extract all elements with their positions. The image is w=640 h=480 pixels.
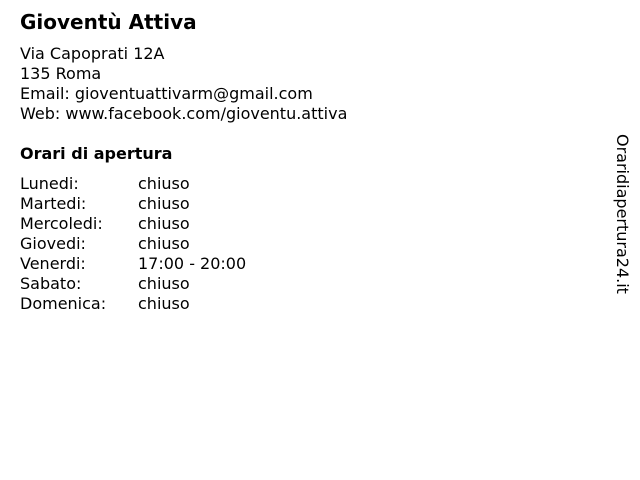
hours-heading: Orari di apertura — [20, 144, 173, 163]
hours-row-saturday — [20, 274, 320, 294]
hours-row-wednesday — [20, 214, 320, 234]
time-value: chiuso — [138, 174, 190, 193]
page-title: Gioventù Attiva — [20, 10, 197, 34]
time-value: 17:00 - 20:00 — [138, 254, 247, 273]
address-block — [20, 44, 347, 124]
time-value: chiuso — [138, 274, 190, 293]
city-address: 135 Roma — [20, 64, 102, 83]
time-value: chiuso — [138, 194, 190, 213]
day-label: Domenica: — [20, 294, 107, 313]
day-label: Mercoledi: — [20, 214, 103, 233]
hours-row-thursday — [20, 234, 320, 254]
time-value: chiuso — [138, 294, 190, 313]
hours-row-sunday — [20, 294, 320, 314]
hours-row-monday — [20, 174, 320, 194]
opening-hours-list — [20, 174, 320, 314]
day-label: Venerdi: — [20, 254, 86, 273]
site-watermark — [612, 134, 632, 310]
watermark-text: Oraridiapertura24.it — [613, 134, 632, 294]
day-label: Lunedi: — [20, 174, 79, 193]
day-label: Giovedi: — [20, 234, 86, 253]
hours-row-tuesday — [20, 194, 320, 214]
street-address: Via Capoprati 12A — [20, 44, 165, 63]
day-label: Sabato: — [20, 274, 82, 293]
day-label: Martedi: — [20, 194, 87, 213]
web-line: Web: www.facebook.com/gioventu.attiva — [20, 104, 348, 123]
hours-row-friday — [20, 254, 320, 274]
time-value: chiuso — [138, 234, 190, 253]
time-value: chiuso — [138, 214, 190, 233]
email-line: Email: gioventuattivarm@gmail.com — [20, 84, 313, 103]
